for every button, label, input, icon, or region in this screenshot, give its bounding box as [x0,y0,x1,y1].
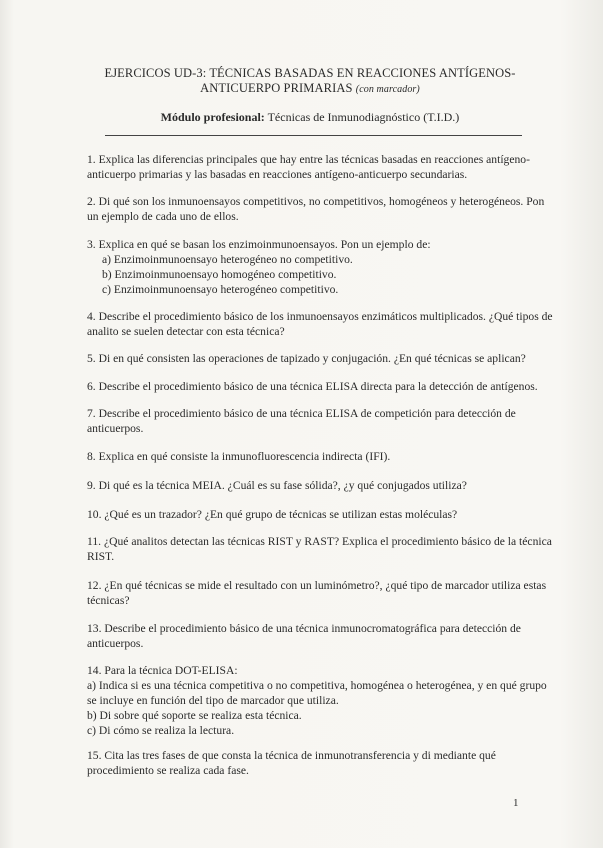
question-text: 11. ¿Qué analitos detectan las técnicas RIST y RAST? Explica el procedimiento básico de la técnica RIST. [87,535,552,563]
question-15 [87,748,557,778]
question-text: 6. Describe el procedimiento básico de una técnica ELISA directa para la detección de antígenos. [87,380,538,393]
question-1 [87,152,557,182]
header-divider [105,135,522,136]
question-13 [87,621,557,651]
title-line-1: EJERCICOS UD-3: TÉCNICAS BASADAS EN REACCIONES ANTÍGENOS- [104,66,516,80]
question-text: 3. Explica en qué se basan los enzimoinmunoensayos. Pon un ejemplo de: [87,238,431,251]
question-item: b) Enzimoinmunoensayo homogéneo competitivo. [102,268,337,281]
question-text: 12. ¿En qué técnicas se mide el resultado con un luminómetro?, ¿qué tipo de marcador utiliza estas técnicas? [87,579,547,607]
question-line: b) Di sobre qué soporte se realiza esta técnica. [87,709,302,722]
question-text: 13. Describe el procedimiento básico de una técnica inmunocromatográfica para detección de anticuerpos. [87,622,521,650]
question-text: 4. Describe el procedimiento básico de los inmunoensayos enzimáticos multiplicados. ¿Qué tipos de analito se suelen detectar con esta técnica? [87,310,553,338]
question-text: 10. ¿Qué es un trazador? ¿En qué grupo de técnicas se utilizan estas moléculas? [87,508,458,521]
title-note: (con marcador) [355,84,420,95]
question-text: 7. Describe el procedimiento básico de una técnica ELISA de competición para detección de anticuerpos. [87,407,516,435]
question-2 [87,194,557,224]
title-line-2 [60,81,560,97]
page-number: 1 [513,797,519,809]
title-line-2-text: ANTICUERPO PRIMARIAS [200,81,353,95]
question-10 [87,507,557,522]
question-7 [87,406,557,436]
module-value: Técnicas de Inmunodiagnóstico (T.I.D.) [267,110,460,124]
question-text: 15. Cita las tres fases de que consta la técnica de inmunotransferencia y di mediante qué procedimiento se realiza cada fase. [87,749,496,777]
question-text: 9. Di qué es la técnica MEIA. ¿Cuál es su fase sólida?, ¿y qué conjugados utiliza? [87,479,467,492]
question-text: 5. Di en qué consisten las operaciones de tapizado y conjugación. ¿En qué técnicas se aplican? [87,352,526,365]
question-4 [87,309,557,339]
module-line [60,110,560,125]
question-text: 14. Para la técnica DOT-ELISA: [87,664,238,677]
question-9 [87,478,557,493]
question-line: a) Indica si es una técnica competitiva o no competitiva, homogénea o heterogénea, y en qué grupo se incluye en función del tipo de marcador que utiliza. [87,679,547,707]
document-title [60,66,560,97]
question-text: 8. Explica en qué consiste la inmunofluorescencia indirecta (IFI). [87,450,391,463]
question-line: c) Di cómo se realiza la lectura. [87,724,235,737]
question-item: a) Enzimoinmunoensayo heterogéneo no competitivo. [102,253,353,266]
question-text: 2. Di qué son los inmunoensayos competitivos, no competitivos, homogéneos y heterogéneos. Pon un ejemplo de cada uno de ellos. [87,195,545,223]
question-5 [87,351,557,366]
question-text: 1. Explica las diferencias principales que hay entre las técnicas basadas en reacciones antígeno-anticuerpo primarias y las basadas en reacciones antígeno-anticuerpo secundarias. [87,153,530,181]
question-6 [87,379,557,394]
module-label: Módulo profesional: [160,110,265,124]
question-item: c) Enzimoinmunoensayo heterogéneo competitivo. [102,283,339,296]
question-3 [87,237,557,297]
question-11 [87,534,557,564]
question-14 [87,663,557,738]
question-12 [87,578,557,608]
question-8 [87,449,557,464]
